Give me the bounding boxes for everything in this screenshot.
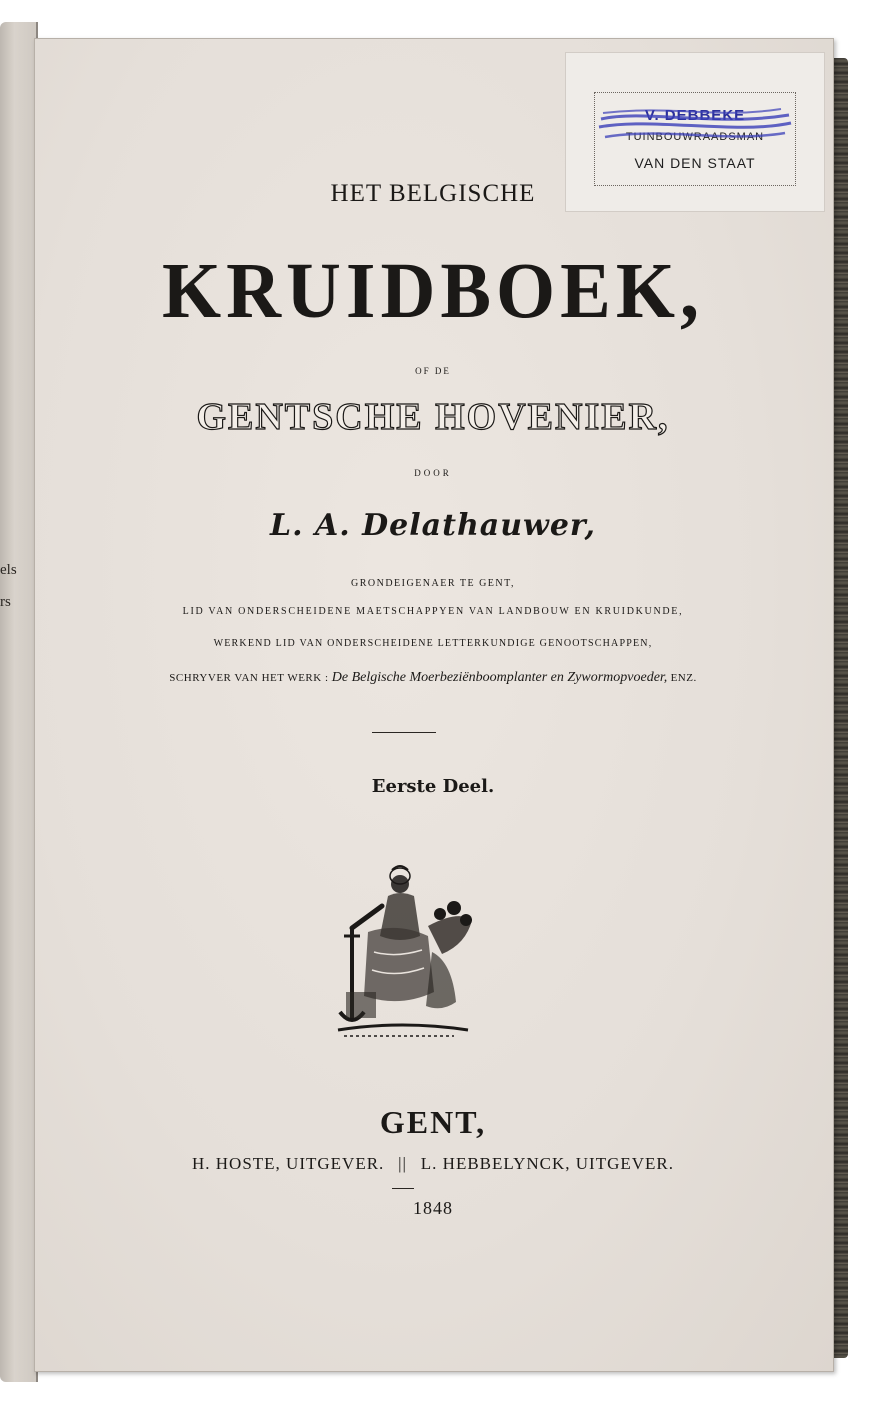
author-credential: LID VAN ONDERSCHEIDENE MAETSCHAPPYEN VAN LANDBOUW EN KRUIDKUNDE,: [182, 606, 684, 617]
left-page-fragment: rs: [0, 594, 11, 610]
previous-work-suffix: ENZ.: [670, 672, 697, 684]
previous-work-title: De Belgische Moerbeziënboomplanter en Zywormopvoeder,: [331, 670, 668, 685]
publisher-hoste: H. HOSTE, UITGEVER.: [192, 1154, 385, 1173]
stamp-agency: VAN DEN STAAT: [634, 155, 756, 171]
pre-title: HET BELGISCHE: [330, 180, 536, 207]
author-credential: GRONDEIGENAER TE GENT,: [350, 578, 515, 589]
main-title: KRUIDBOEK,: [162, 246, 704, 336]
author-credential: WERKEND LID VAN ONDERSCHEIDENE LETTERKUNDIGE GENOOTSCHAPPEN,: [213, 638, 653, 649]
left-page-fragment: els: [0, 562, 17, 578]
imprint-publishers: [34, 1154, 832, 1174]
imprint-city: GENT,: [379, 1104, 487, 1140]
volume-label: Eerste Deel.: [371, 776, 495, 797]
publisher-hebbelynck: L. HEBBELYNCK, UITGEVER.: [420, 1154, 674, 1173]
title-connector: OF DE: [415, 366, 451, 376]
author-previous-work: [34, 670, 832, 686]
left-page-edge: [0, 22, 38, 1382]
subtitle: GENTSCHE HOVENIER,: [196, 396, 670, 438]
divider-rule: [372, 732, 436, 733]
stamp-role: TUINBOUWRAADSMAN: [625, 131, 765, 143]
previous-work-prefix: SCHRYVER VAN HET WERK :: [169, 672, 329, 684]
ink-strikethrough: [595, 97, 795, 157]
publisher-separator: ||: [398, 1154, 407, 1173]
allegorical-vignette-icon: [328, 862, 476, 1042]
stamp-name: V. DEBBEKE: [644, 107, 746, 124]
author-name: L. A. Delathauwer,: [270, 508, 596, 543]
by-line-label: DOOR: [414, 468, 452, 478]
ownership-stamp: [594, 92, 796, 186]
imprint-year: 1848: [413, 1198, 453, 1218]
imprint-dash: [392, 1188, 414, 1189]
